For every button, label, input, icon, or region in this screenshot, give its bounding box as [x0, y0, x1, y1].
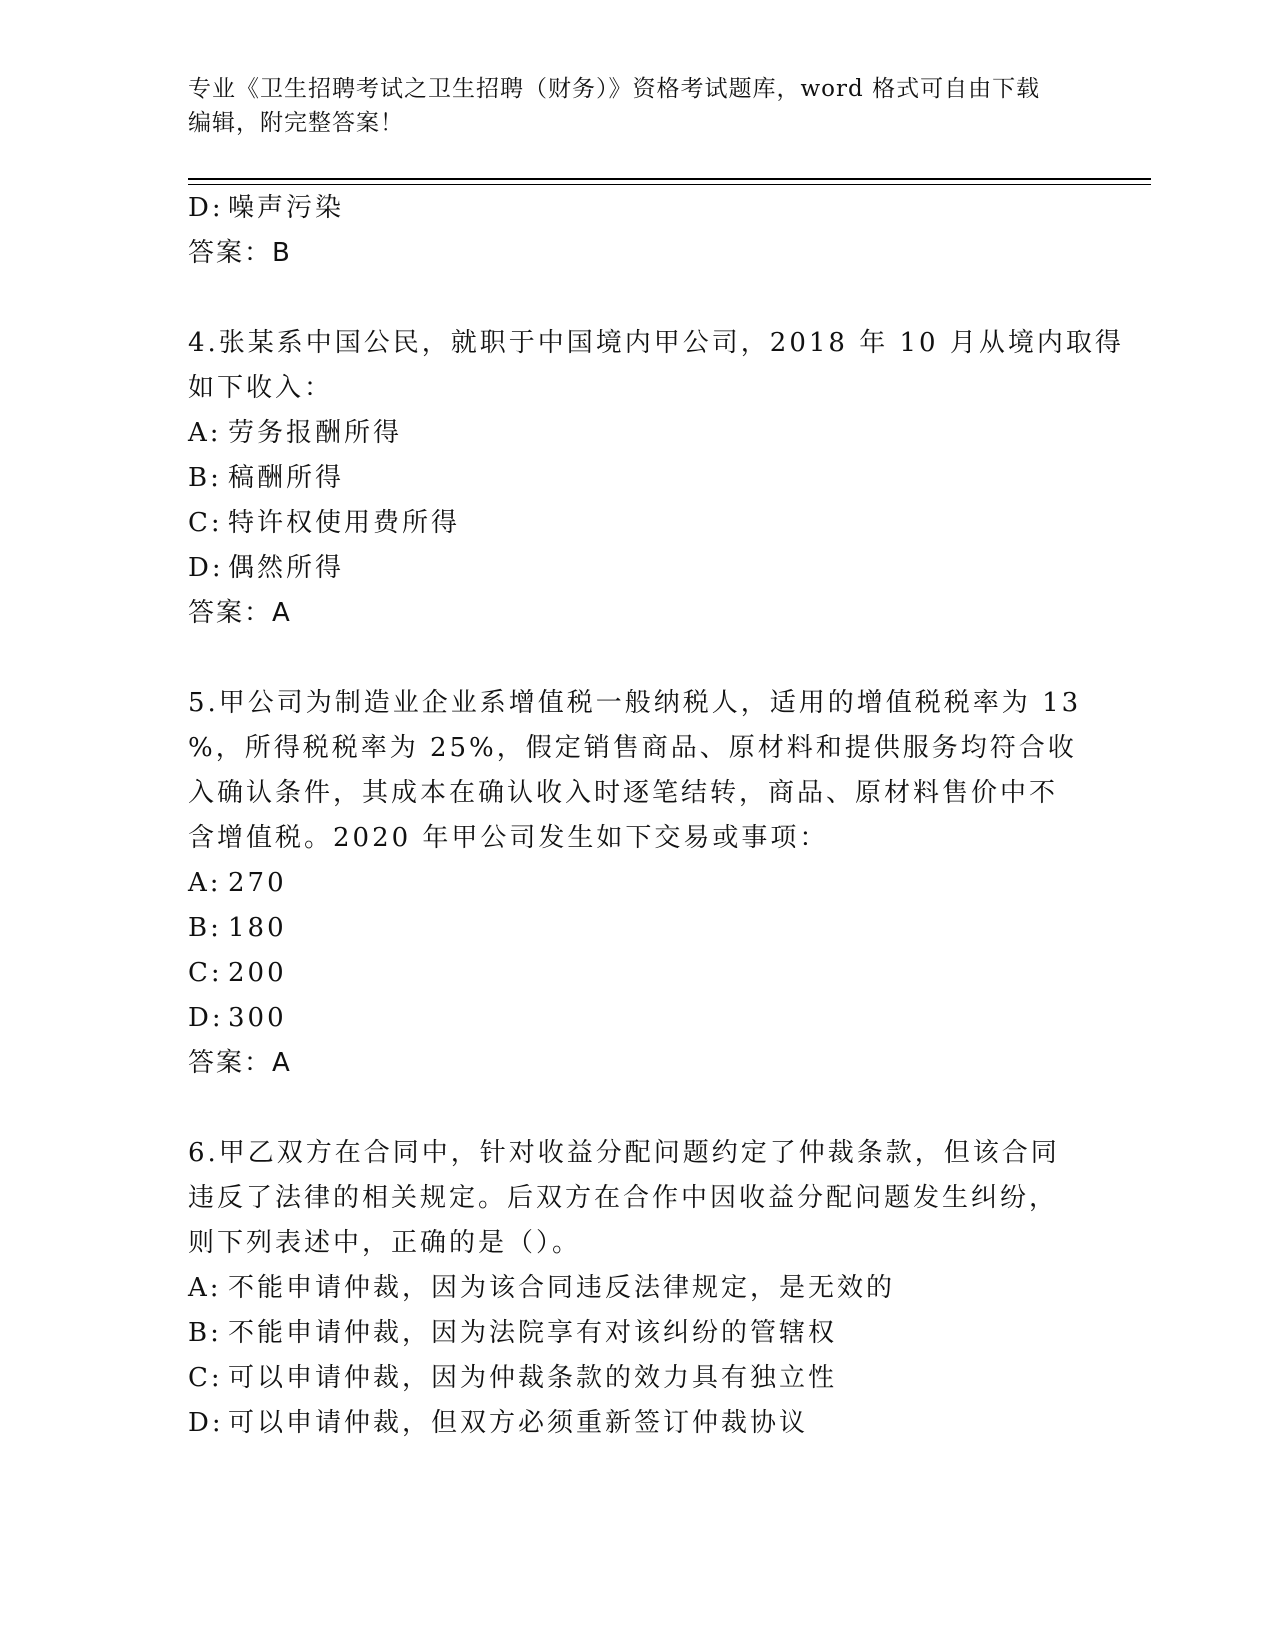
question-5-option-c — [188, 951, 1088, 996]
option-text: 180 — [228, 913, 287, 943]
question-5 — [188, 681, 1088, 1086]
question-6-option-b — [188, 1311, 1088, 1356]
spacer — [188, 636, 1088, 681]
option-text: 200 — [228, 958, 287, 988]
option-letter: D: — [188, 1003, 224, 1033]
option-text: 可以申请仲裁，因为仲裁条款的效力具有独立性 — [228, 1363, 838, 1393]
header-divider — [188, 178, 1151, 185]
spacer — [188, 276, 1088, 321]
question-6-option-a — [188, 1266, 1088, 1311]
option-letter: B: — [188, 463, 222, 493]
header-text-line-1: 专业《卫生招聘考试之卫生招聘（财务）》资格考试题库，word 格式可自由下载 — [188, 76, 1041, 102]
option-letter: A: — [188, 1273, 222, 1303]
prev-question-answer: 答案：B — [188, 238, 292, 268]
question-6-text-line-3: 则下列表述中，正确的是（）。 — [188, 1228, 582, 1258]
option-letter: D: — [188, 1408, 224, 1438]
option-letter: A: — [188, 868, 222, 898]
option-text: 300 — [228, 1003, 287, 1033]
option-text: 270 — [228, 868, 287, 898]
question-5-answer: 答案：A — [188, 1048, 292, 1078]
option-letter: D: — [188, 193, 224, 223]
option-letter: B: — [188, 1318, 222, 1348]
question-4-option-c — [188, 501, 1088, 546]
option-letter: D: — [188, 553, 224, 583]
option-text: 可以申请仲裁，但双方必须重新签订仲裁协议 — [228, 1408, 809, 1438]
question-6-option-d — [188, 1401, 1088, 1446]
option-text: 不能申请仲裁，因为法院享有对该纠纷的管辖权 — [228, 1318, 838, 1348]
question-4 — [188, 321, 1124, 636]
question-5-text-line-3: 入确认条件，其成本在确认收入时逐笔结转，商品、原材料售价中不 — [188, 778, 1059, 808]
option-text: 不能申请仲裁，因为该合同违反法律规定，是无效的 — [228, 1273, 896, 1303]
option-text: 稿酬所得 — [228, 463, 345, 493]
question-5-option-b — [188, 906, 1088, 951]
spacer — [188, 1086, 1088, 1131]
option-letter: A: — [188, 418, 222, 448]
option-letter: C: — [188, 958, 223, 988]
prev-question-option-d — [188, 186, 1088, 231]
question-5-option-d — [188, 996, 1088, 1041]
question-4-answer: 答案：A — [188, 598, 292, 628]
question-4-option-b — [188, 456, 1088, 501]
question-6 — [188, 1131, 1088, 1446]
option-text: 特许权使用费所得 — [228, 508, 461, 538]
question-4-text-line-1: 4.张某系中国公民，就职于中国境内甲公司，2018 年 10 月从境内取得 — [188, 328, 1124, 358]
question-5-option-a — [188, 861, 1088, 906]
option-letter: C: — [188, 508, 223, 538]
question-5-text-line-1: 5.甲公司为制造业企业系增值税一般纳税人，适用的增值税税率为 13 — [188, 688, 1082, 718]
question-5-text-line-2: %，所得税税率为 25%，假定销售商品、原材料和提供服务均符合收 — [188, 733, 1077, 763]
question-5-text-line-4: 含增值税。2020 年甲公司发生如下交易或事项： — [188, 823, 829, 853]
page-header — [188, 72, 1088, 140]
question-4-option-a — [188, 411, 1088, 456]
question-6-option-c — [188, 1356, 1088, 1401]
question-4-text-line-2: 如下收入： — [188, 373, 334, 403]
question-4-option-d — [188, 546, 1088, 591]
option-text: 噪声污染 — [228, 193, 345, 223]
question-6-text-line-2: 违反了法律的相关规定。后双方在合作中因收益分配问题发生纠纷， — [188, 1183, 1059, 1213]
option-letter: C: — [188, 1363, 223, 1393]
option-text: 劳务报酬所得 — [228, 418, 403, 448]
header-text-line-2: 编辑，附完整答案！ — [188, 110, 404, 136]
question-6-text-line-1: 6.甲乙双方在合同中，针对收益分配问题约定了仲裁条款，但该合同 — [188, 1138, 1060, 1168]
option-text: 偶然所得 — [228, 553, 345, 583]
option-letter: B: — [188, 913, 222, 943]
document-body — [188, 186, 1124, 1446]
